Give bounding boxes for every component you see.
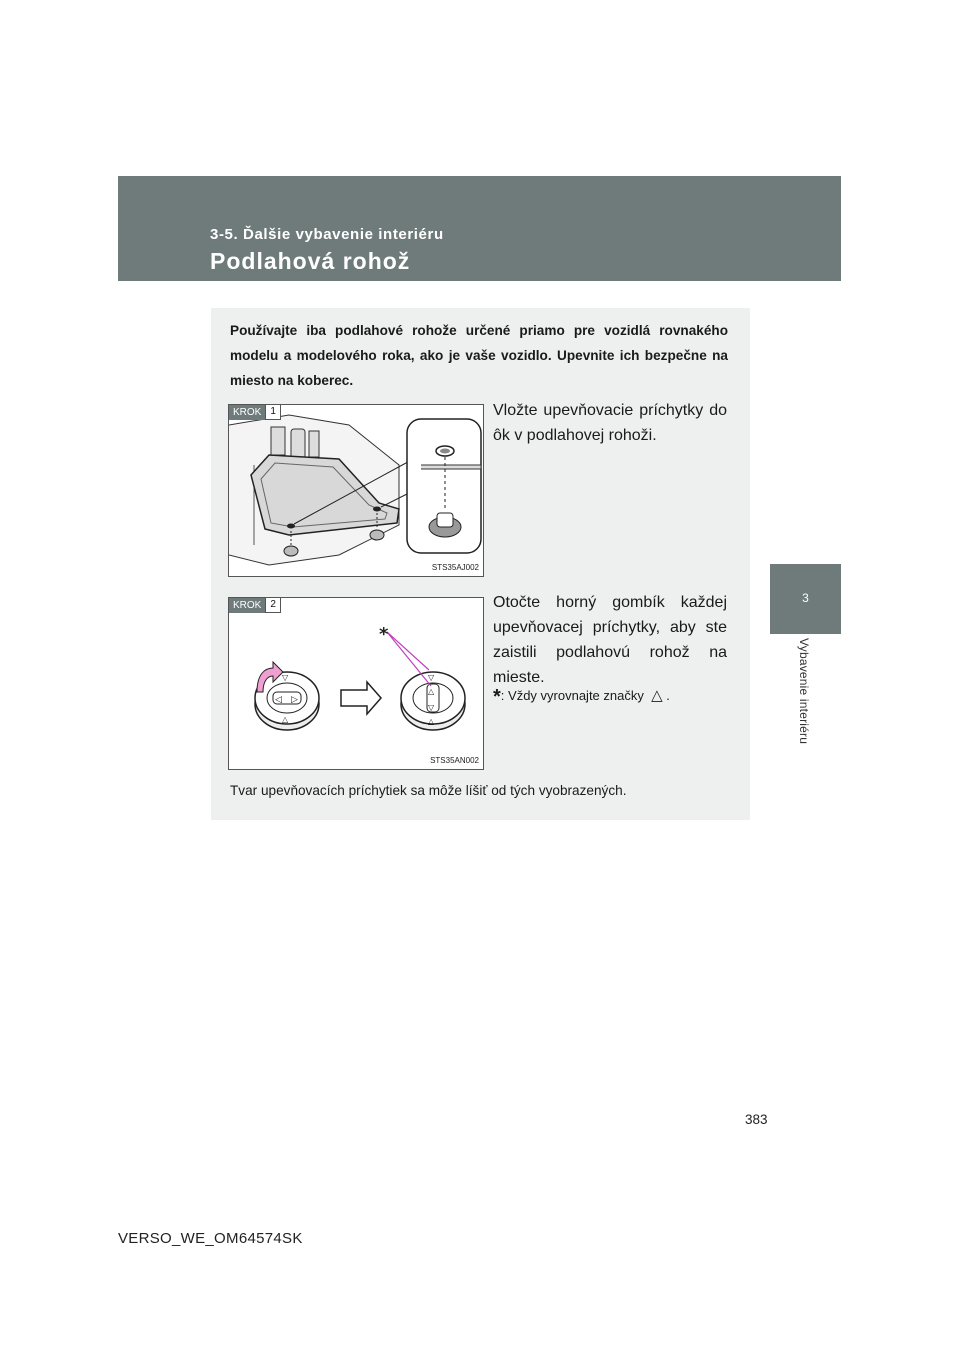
step1-badge [229, 405, 281, 420]
svg-text:◁: ◁ [275, 695, 282, 705]
triangle-mark-icon: △ [651, 687, 663, 704]
right-arrow-icon [341, 682, 381, 714]
note [493, 686, 733, 707]
step1-badge-number: 1 [265, 405, 281, 420]
step1-figure [228, 404, 484, 577]
svg-text:▽: ▽ [428, 703, 435, 712]
step2-figure-code: STS35AN002 [430, 756, 479, 765]
svg-text:△: △ [428, 717, 435, 726]
page-title: Podlahová rohož [210, 248, 411, 274]
page-number: 383 [745, 1112, 768, 1127]
chapter-label: Vybavenie interiéru [797, 638, 811, 745]
step1-figure-code: STS35AJ002 [431, 563, 479, 572]
header-band [118, 176, 841, 281]
note-text: : Vždy vyrovnajte značky [500, 688, 644, 703]
step2-figure-mark: * [379, 624, 389, 645]
content-box [211, 308, 750, 820]
chapter-number: 3 [802, 591, 809, 605]
svg-text:△: △ [282, 715, 289, 724]
step2-badge-number: 2 [265, 598, 281, 613]
document-code: VERSO_WE_OM64574SK [118, 1230, 303, 1247]
step1-text: Vložte upevňovacie príchytky do ôk v podlahovej rohoži. [493, 402, 727, 444]
floor-mat-illustration [229, 405, 483, 576]
footnote: Tvar upevňovacích príchytiek sa môže líšiť od tých vyobrazených. [230, 783, 627, 798]
clip-rotation-illustration [229, 598, 483, 769]
svg-text:△: △ [428, 687, 435, 696]
chapter-tab [770, 564, 841, 634]
intro-text: Používajte iba podlahové rohože určené priamo pre vozidlá rovnakého modelu a modelového roka, ako je vaše vozidlo. Upevnite ich bezpečne na miesto na koberec. [230, 323, 728, 388]
step2-badge-word: KROK [229, 598, 265, 613]
step2-text: Otočte horný gombík každej upevňovacej príchytky, aby ste zaistili podlahovú rohož na mieste. [493, 594, 727, 686]
step2-figure [228, 597, 484, 770]
section-label: 3-5. Ďalšie vybavenie interiéru [210, 226, 444, 243]
svg-text:▷: ▷ [291, 695, 298, 705]
step1-badge-word: KROK [229, 405, 265, 420]
note-end: . [666, 688, 670, 703]
step2-badge [229, 598, 281, 613]
note-star: * [493, 686, 501, 708]
svg-text:▽: ▽ [282, 673, 289, 682]
svg-text:▽: ▽ [428, 673, 435, 682]
